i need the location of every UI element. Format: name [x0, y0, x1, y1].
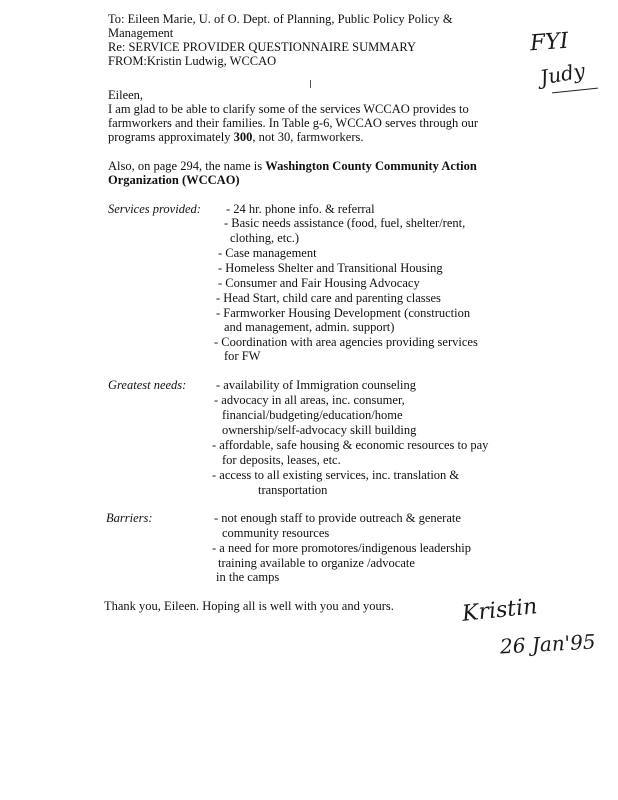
services-line: for FW: [224, 349, 261, 363]
needs-line: transportation: [258, 483, 328, 497]
needs-line: - affordable, safe housing & economic resources to pay: [212, 438, 489, 452]
services-line: clothing, etc.): [230, 231, 300, 245]
barriers-line: training available to organize /advocate: [218, 556, 415, 570]
needs-line: - advocacy in all areas, inc. consumer,: [214, 393, 405, 407]
paragraph-2-line-2: Organization (WCCAO): [108, 173, 240, 187]
barriers-line: community resources: [222, 526, 330, 540]
services-line: - Farmworker Housing Development (construction: [216, 306, 471, 320]
barriers-line: - a need for more promotores/indigenous leadership: [212, 541, 471, 555]
closing-line: Thank you, Eileen. Hoping all is well with you and yours.: [104, 599, 394, 613]
services-line: - Homeless Shelter and Transitional Housing: [218, 261, 443, 275]
barriers-line: in the camps: [216, 570, 280, 584]
handwritten-fyi: FYI: [529, 28, 570, 57]
services-label: Services provided:: [108, 202, 201, 216]
bold-number: 300: [233, 130, 253, 144]
organization-name: Washington County Community Action: [265, 159, 477, 173]
text-span: programs approximately: [108, 130, 234, 144]
paragraph-1-line-2: farmworkers and their families. In Table g-6, WCCAO serves through our: [108, 116, 479, 130]
services-line: and management, admin. support): [224, 320, 395, 334]
needs-label: Greatest needs:: [108, 378, 187, 392]
services-line: - Consumer and Fair Housing Advocacy: [218, 276, 420, 290]
barriers-line: - not enough staff to provide outreach & generate: [214, 511, 461, 525]
services-line: - 24 hr. phone info. & referral: [226, 202, 375, 216]
text-span: Also, on page 294, the name is: [108, 159, 266, 173]
pen-mark: [310, 80, 311, 88]
paragraph-1-line-3: [108, 130, 364, 145]
paragraph-1-line-1: I am glad to be able to clarify some of the services WCCAO provides to: [108, 102, 469, 116]
re-line: Re: SERVICE PROVIDER QUESTIONNAIRE SUMMARY: [108, 40, 417, 54]
salutation: Eileen,: [108, 88, 144, 102]
needs-line: - access to all existing services, inc. translation &: [212, 468, 460, 482]
barriers-label: Barriers:: [106, 511, 153, 525]
handwritten-underline: [552, 88, 598, 94]
services-line: - Coordination with area agencies providing services: [214, 335, 478, 349]
services-line: - Basic needs assistance (food, fuel, shelter/rent,: [224, 216, 466, 230]
needs-line: for deposits, leases, etc.: [222, 453, 341, 467]
needs-line: - availability of Immigration counseling: [216, 378, 416, 392]
from-line: FROM:Kristin Ludwig, WCCAO: [108, 54, 277, 68]
paragraph-2-line-1: [108, 159, 477, 174]
services-line: - Case management: [218, 246, 317, 260]
text-span: , not 30, farmworkers.: [252, 130, 364, 144]
needs-line: financial/budgeting/education/home: [222, 408, 403, 422]
to-line: To: Eileen Marie, U. of O. Dept. of Planning, Public Policy Policy &: [108, 12, 453, 26]
to-line-continued: Management: [108, 26, 174, 40]
handwritten-date: 26 Jan'95: [499, 629, 597, 659]
needs-line: ownership/self-advocacy skill building: [222, 423, 417, 437]
services-line: - Head Start, child care and parenting classes: [216, 291, 441, 305]
handwritten-signature: Kristin: [460, 594, 539, 627]
handwritten-judy: Judy: [538, 58, 587, 90]
